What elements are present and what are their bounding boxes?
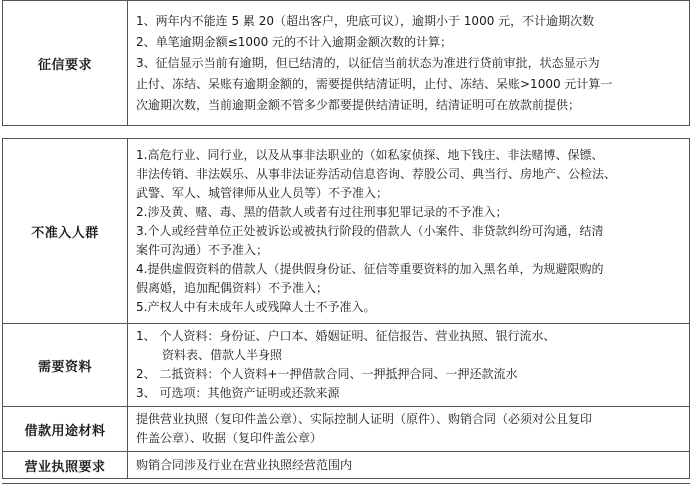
license-row <box>3 452 690 479</box>
credit-line-3: 3、征信显示当前有逾期，但已结清的，以征信当前状态为准进行贷前审批，状态显示为 <box>136 55 600 70</box>
excluded-row <box>3 139 690 324</box>
excluded-line-4: 2.涉及黄、赌、毒、黑的借款人或者有过往刑事犯罪记录的不予准入； <box>136 204 508 219</box>
license-content <box>128 452 690 479</box>
excluded-header: 不准入人群 <box>3 139 128 324</box>
excluded-line-7: 4.提供虚假资料的借款人（提供假身份证、征信等重要资料的加入黑名单，为规避限购的 <box>136 261 604 276</box>
excluded-line-8: 假离婚，追加配偶资料）不予准入； <box>136 280 329 295</box>
credit-row <box>3 1 690 126</box>
excluded-line-9: 5.产权人中有未成年人或残障人士不予准入。 <box>136 299 376 314</box>
loan-use-line-1: 提供营业执照（复印件盖公章）、实际控制人证明（原件）、购销合同（必须对公且复印 <box>136 412 593 426</box>
credit-line-4: 止付、冻结、呆账有逾期金额的，需要提供结清证明，止付、冻结、呆账>1000 元计算一 <box>136 76 613 91</box>
credit-requirements-table <box>2 0 690 126</box>
excluded-line-2: 非法传销、非法娱乐、从事非法证券活动信息咨询、荐股公司、典当行、房地产、公检法、 <box>136 166 617 181</box>
credit-line-2: 2、单笔逾期金额≤1000 元的不计入逾期金额次数的计算； <box>136 34 453 49</box>
materials-row <box>3 324 690 407</box>
loan-use-header: 借款用途材料 <box>3 407 128 452</box>
excluded-line-1: 1.高危行业、同行业，以及从事非法职业的（如私家侦探、地下钱庄、非法赌博、保镖、 <box>136 147 604 162</box>
credit-line-1: 1、两年内不能连 5 累 20（超出客户，兜底可议），逾期小于 1000 元，不计逾期次数 <box>136 13 595 28</box>
license-line-1: 购销合同涉及行业在营业执照经营范围内 <box>136 457 353 472</box>
excluded-line-6: 案件可沟通）不予准入； <box>136 242 269 257</box>
materials-line-2: 资料表、借款人半身照 <box>162 348 283 362</box>
license-header: 营业执照要求 <box>3 452 128 479</box>
credit-line-5: 次逾期次数，当前逾期金额不管多少都要提供结清证明，结清证明可在放款前提供； <box>136 97 581 112</box>
loan-use-row <box>3 407 690 452</box>
credit-content <box>128 1 690 126</box>
eligibility-table <box>2 138 690 479</box>
materials-header: 需要资料 <box>3 324 128 407</box>
excluded-line-3: 武警、军人、城管律师从业人员等）不予准入； <box>136 185 389 200</box>
loan-use-line-2: 件盖公章）、收据（复印件盖公章） <box>136 431 323 445</box>
loan-use-content <box>128 407 690 452</box>
materials-line-4: 3、 可选项：其他资产证明或还款来源 <box>136 386 340 400</box>
credit-header: 征信要求 <box>3 1 128 126</box>
materials-line-3: 2、 二抵资料：个人资料+一押借款合同、一押抵押合同、一押还款流水 <box>136 367 518 381</box>
excluded-content <box>128 139 690 324</box>
materials-content <box>128 324 690 407</box>
excluded-line-5: 3.个人或经营单位正处被诉讼或被执行阶段的借款人（小案件、非贷款纠纷可沟通，结清 <box>136 223 604 238</box>
materials-line-1: 1、 个人资料：身份证、户口本、婚姻证明、征信报告、营业执照、银行流水、 <box>136 329 556 343</box>
